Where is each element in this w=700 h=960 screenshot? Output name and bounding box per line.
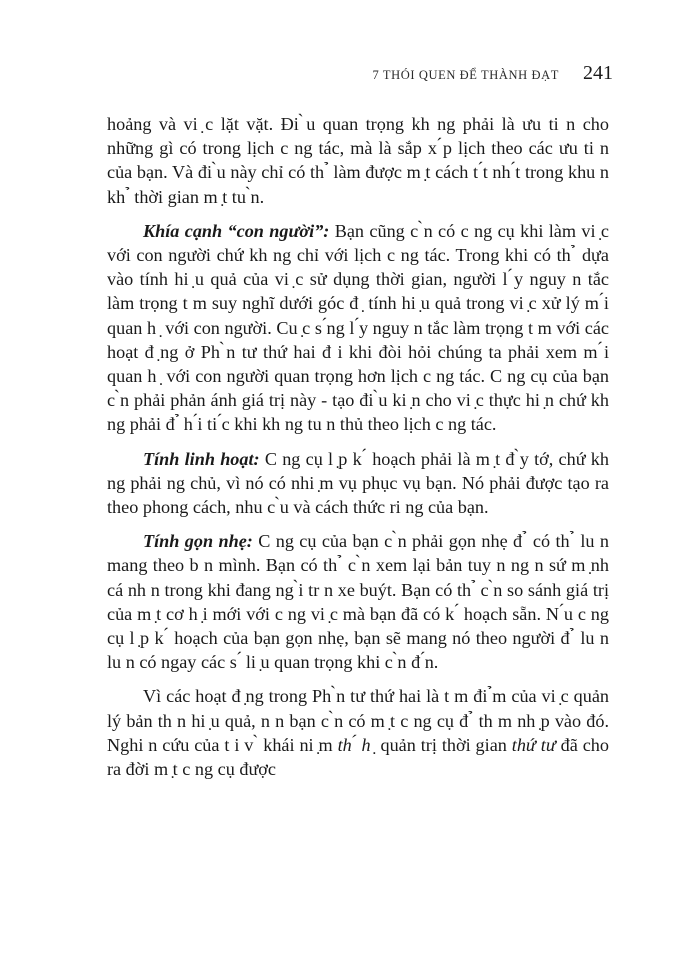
paragraph-text-part: đã cho ra đời m ̣t c ng cụ được [107,734,609,780]
paragraph-lead: Tính gọn nhẹ: [143,531,253,552]
paragraph-text-part-italic: thứ tư [511,734,556,755]
paragraph-flexibility [107,447,609,520]
paragraph-portability [107,529,609,674]
paragraph-text-part: quản trị thời gian [375,734,512,755]
paragraph-text-part: Vì các hoạt đ ̣ng trong Ph ̀n tư thứ hai là t m đi ̉m của vi ̣c quản lý bản th n hi ̣u quả, n n bạn c ̀n có m ̣t c ng cụ đ ̉ th m nh ̣p vào đó. Nghi n cứu của t i v ̀ khái ni ̣m [107,686,609,755]
paragraph-text: hoảng và vi ̣c lặt vặt. Đi ̀u quan trọng kh ng phải là ưu ti n cho những gì có trong lịch c ng tác, mà là sắp x ́p lịch theo các ưu ti n của bạn. Và đi ̀u này chỉ có th ̉ làm được m ̣t cách t ́t nh ́t trong khu n kh ̉ thời gian m ̣t tu ̀n. [107,114,609,207]
running-title: 7 THÓI QUEN ĐỂ THÀNH ĐẠT [372,68,559,82]
paragraph-human-aspect [107,219,609,437]
page-number: 241 [583,62,613,84]
paragraph-continuation [107,112,609,209]
paragraph-lead: Tính linh hoạt: [143,448,260,469]
paragraph-lead: Khía cạnh “con người”: [143,220,330,241]
paragraph-text: C ng cụ của bạn c ̀n phải gọn nhẹ đ ̉ có th ̉ lu n mang theo b n mình. Bạn có th ̉ c ̀n xem lại bản tuy n ng n sứ m ̣nh cá nh n trong khi đang ng ̀i tr n xe buýt. Bạn có th ̉ c ̀n so sánh giá trị của m ̣t cơ h ̣i mới với c ng vi ̣c mà bạn đã có k ́ hoạch sẵn. N ́u c ng cụ l ̣p k ́ hoạch của bạn gọn nhẹ, bạn sẽ mang nó theo người đ ̉ lu n lu n có ngay các s ́ li ̣u quan trọng khi c ̀n đ ́n. [107,531,609,673]
running-header [373,62,614,85]
page-body [107,112,609,791]
paragraph-text: Bạn cũng c ̀n có c ng cụ khi làm vi ̣c với con người chứ kh ng chỉ với lịch c ng tác. Trong khi có th ̉ dựa vào tính hi ̣u quả của vi ̣c sử dụng thời gian, người l ́y nguy n tắc làm trọng t m suy nghĩ dưới góc đ ̣ tính hi ̣u quả trong vi ̣c xử lý m ́i quan h ̣ với con người. Cu ̣c s ́ng l ́y nguy n tắc làm trọng t m với các hoạt đ ̣ng ở Ph ̀n tư thứ hai đ i khi đòi hỏi chúng ta phải xem m ́i quan h ̣ với con người quan trọng hơn lịch c ng tác. C ng cụ của bạn c ̀n phải phản ánh giá trị này - tạo đi ̀u ki ̣n cho vi ̣c thực hi ̣n chứ kh ng phải đ ̉ h ́i ti ́c khi kh ng tu n thủ theo lịch c ng tác. [107,220,609,435]
paragraph-text: C ng cụ l ̣p k ́ hoạch phải là m ̣t đ ̀y tớ, chứ kh ng phải ng chủ, vì nó có nhi ̣m vụ phục vụ bạn. Nó phải được tạo ra theo phong cách, nhu c ̀u và cách thức ri ng của bạn. [107,448,609,518]
paragraph-text-part-italic: th ́ h ̣ [337,734,376,755]
paragraph-quadrant-two [107,684,609,781]
